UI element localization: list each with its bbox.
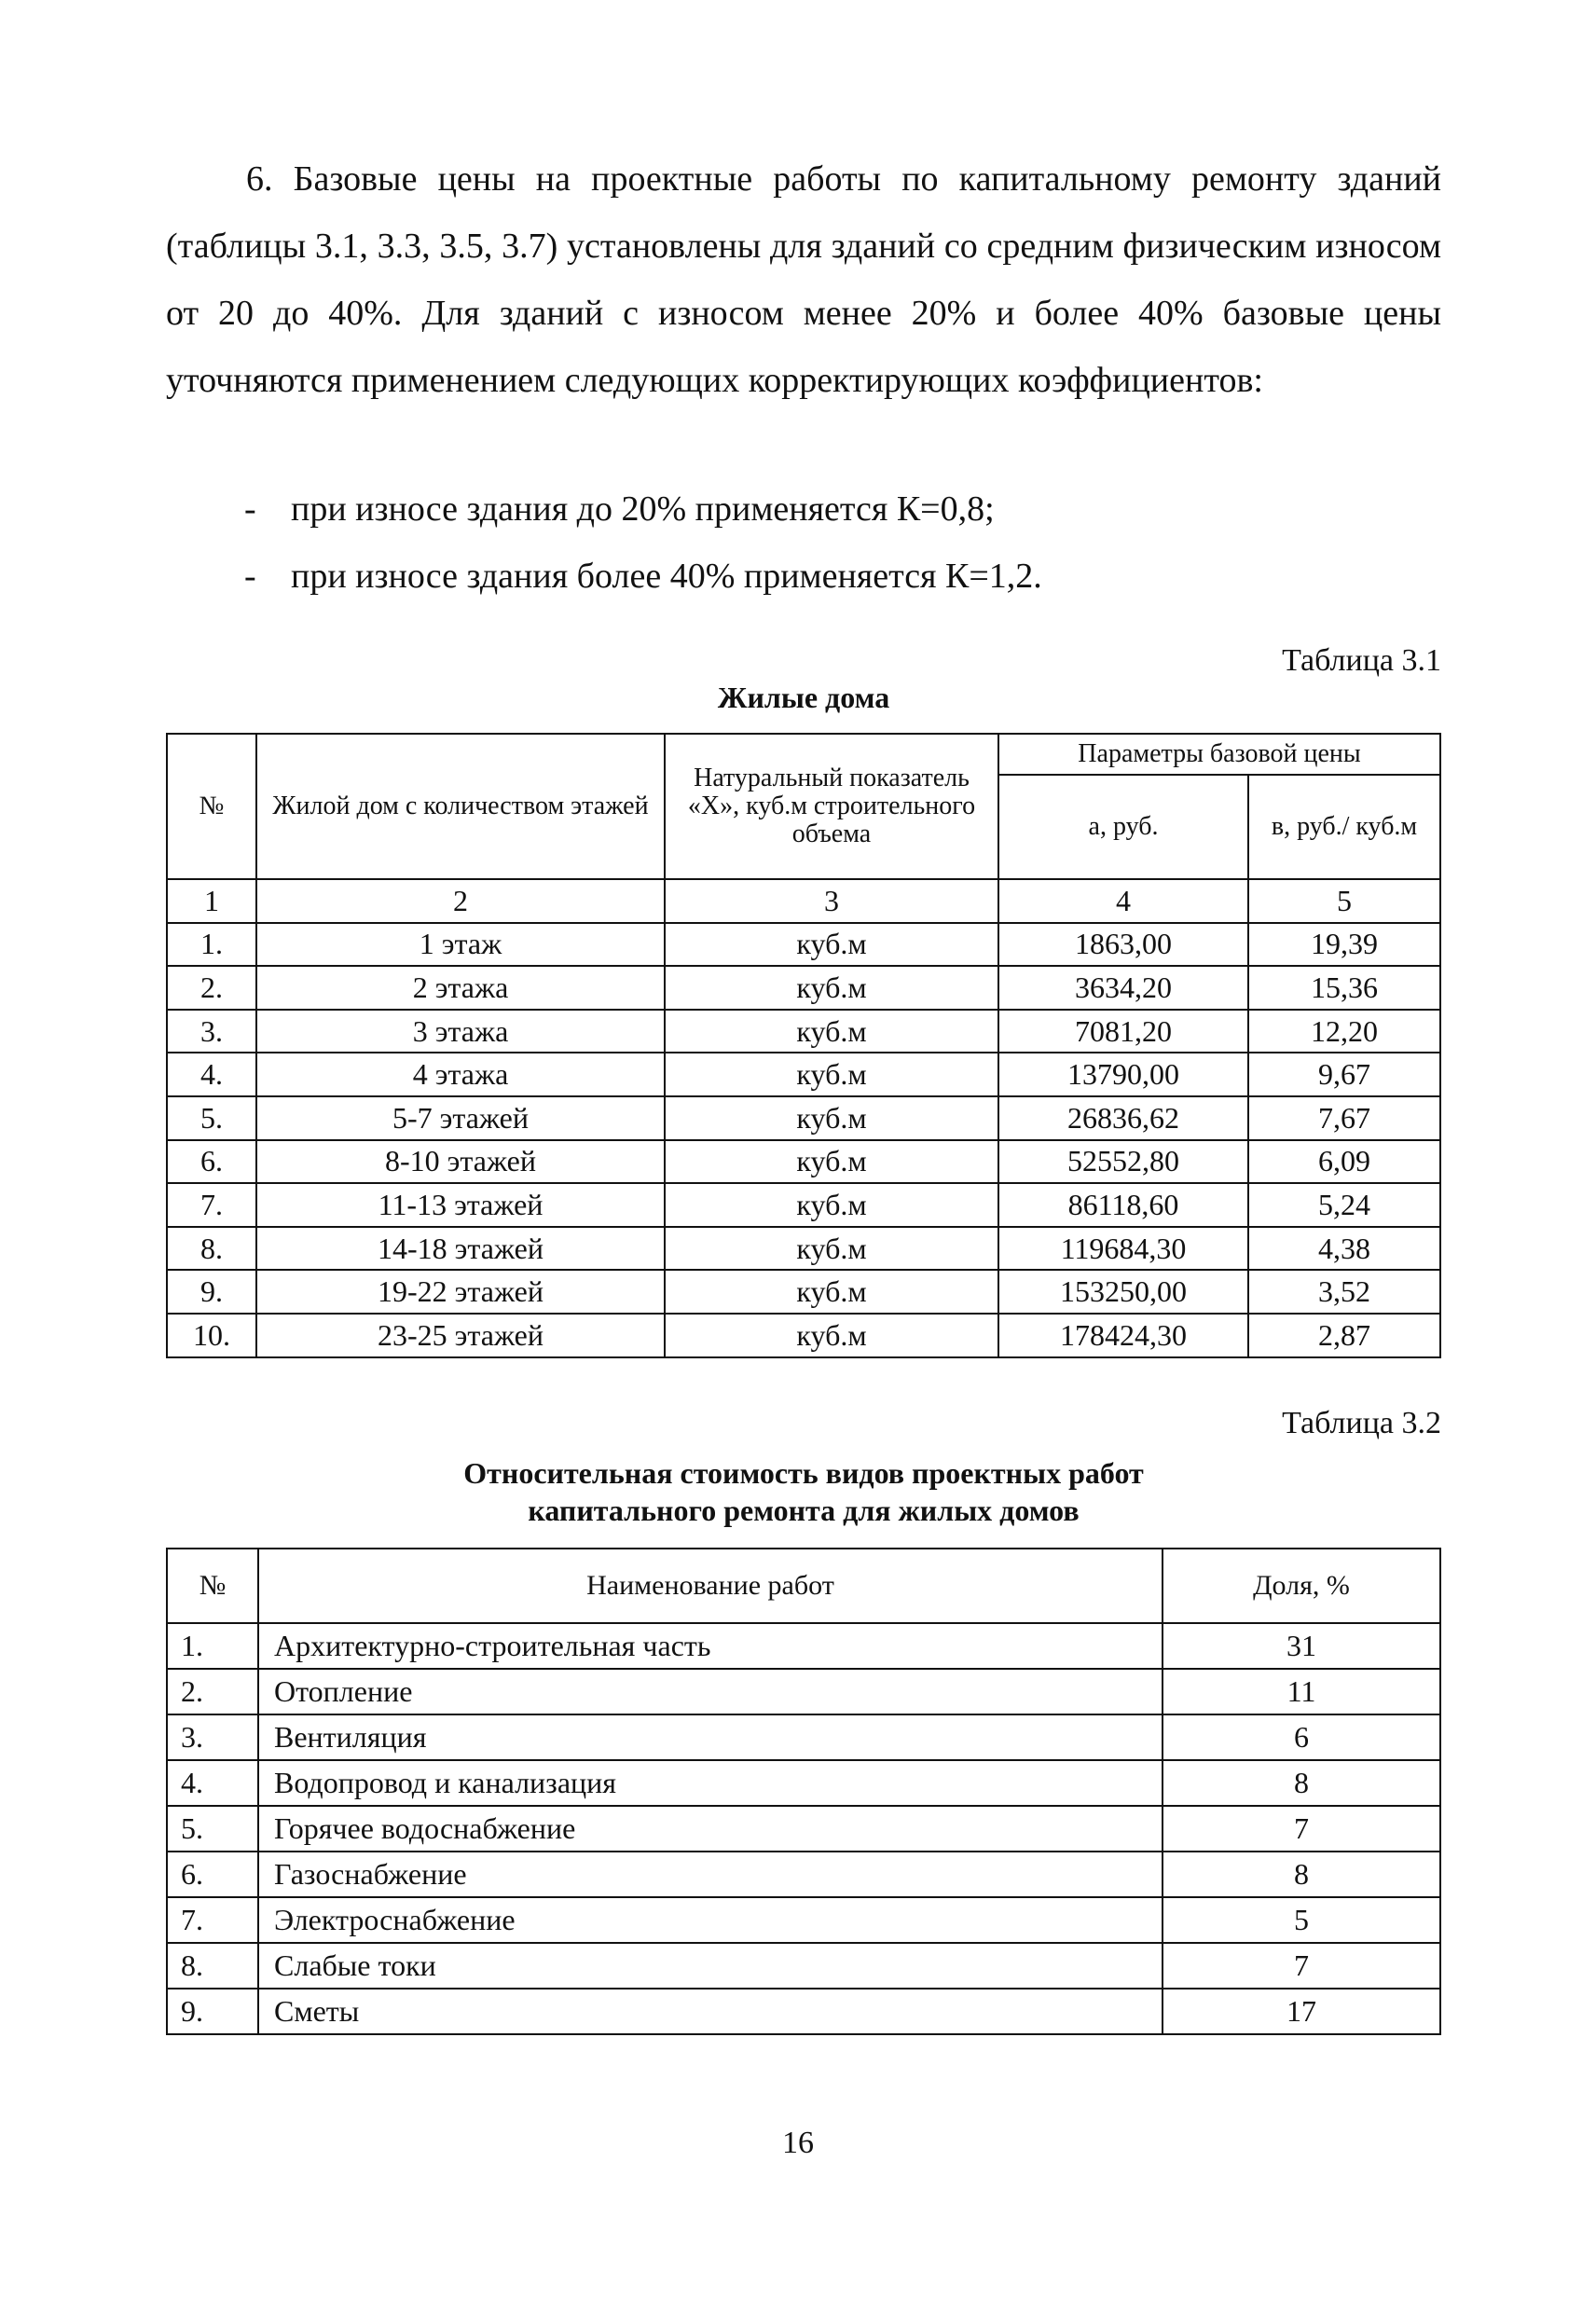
table2-title-line1: Относительная стоимость видов проектных работ: [463, 1456, 1144, 1490]
row-number: 10.: [167, 1314, 256, 1357]
row-unit: куб.м: [665, 923, 998, 967]
row-price-a: 119684,30: [998, 1227, 1248, 1271]
row-work-name: Электроснабжение: [258, 1897, 1163, 1943]
row-unit: куб.м: [665, 1183, 998, 1227]
row-unit: куб.м: [665, 1270, 998, 1314]
column-number-row: [167, 879, 1440, 923]
row-unit: куб.м: [665, 966, 998, 1010]
row-price-b: 3,52: [1248, 1270, 1440, 1314]
table-row: [167, 1183, 1440, 1227]
row-share: 5: [1163, 1897, 1440, 1943]
row-floors: 2 этажа: [256, 966, 665, 1010]
row-unit: куб.м: [665, 1314, 998, 1357]
table-row: [167, 1227, 1440, 1271]
table-row: [167, 1852, 1440, 1897]
header-share: Доля, %: [1163, 1549, 1440, 1623]
header-indicator: Натуральный показатель «Х», куб.м строительного объема: [665, 734, 998, 879]
table-row: [167, 1270, 1440, 1314]
row-number: 1.: [167, 923, 256, 967]
row-number: 9.: [167, 1270, 256, 1314]
row-number: 3.: [167, 1010, 256, 1053]
table-row: [167, 1096, 1440, 1140]
row-number: 4.: [167, 1760, 258, 1806]
table-row: [167, 1010, 1440, 1053]
row-work-name: Газоснабжение: [258, 1852, 1163, 1897]
row-number: 4.: [167, 1053, 256, 1096]
row-floors: 23-25 этажей: [256, 1314, 665, 1357]
row-work-name: Архитектурно-строительная часть: [258, 1623, 1163, 1669]
row-number: 8.: [167, 1943, 258, 1989]
row-price-a: 7081,20: [998, 1010, 1248, 1053]
row-price-a: 13790,00: [998, 1053, 1248, 1096]
row-share: 8: [1163, 1760, 1440, 1806]
row-number: 2.: [167, 1669, 258, 1714]
row-unit: куб.м: [665, 1053, 998, 1096]
table-row: [167, 1714, 1440, 1760]
row-price-a: 178424,30: [998, 1314, 1248, 1357]
coefficient-item: - при износе здания более 40% применяется К=1,2.: [244, 543, 1042, 610]
table-row: [167, 1989, 1440, 2034]
row-share: 17: [1163, 1989, 1440, 2034]
row-unit: куб.м: [665, 1227, 998, 1271]
row-price-b: 12,20: [1248, 1010, 1440, 1053]
row-work-name: Слабые токи: [258, 1943, 1163, 1989]
header-params: Параметры базовой цены: [998, 734, 1440, 775]
row-price-a: 52552,80: [998, 1140, 1248, 1184]
table-row: [167, 1314, 1440, 1357]
work-shares-table: [166, 1548, 1441, 2035]
row-price-b: 5,24: [1248, 1183, 1440, 1227]
table1-title: Жилые дома: [717, 681, 890, 714]
row-floors: 4 этажа: [256, 1053, 665, 1096]
row-share: 8: [1163, 1852, 1440, 1897]
page-number: 16: [782, 2126, 814, 2160]
residential-prices-table: [166, 733, 1441, 1358]
row-price-a: 1863,00: [998, 923, 1248, 967]
table-row: [167, 1943, 1440, 1989]
row-work-name: Водопровод и канализация: [258, 1760, 1163, 1806]
header-a: а, руб.: [998, 775, 1248, 879]
coefficient-item: - при износе здания до 20% применяется К=0,8;: [244, 475, 1042, 543]
table-row: [167, 1806, 1440, 1852]
table1-label: Таблица 3.1: [1282, 643, 1441, 678]
table-row: [167, 1897, 1440, 1943]
row-floors: 5-7 этажей: [256, 1096, 665, 1140]
col-number: 4: [998, 879, 1248, 923]
row-price-a: 153250,00: [998, 1270, 1248, 1314]
row-floors: 14-18 этажей: [256, 1227, 665, 1271]
table-row: [167, 966, 1440, 1010]
row-work-name: Сметы: [258, 1989, 1163, 2034]
row-unit: куб.м: [665, 1140, 998, 1184]
row-price-a: 86118,60: [998, 1183, 1248, 1227]
table-row: [167, 1760, 1440, 1806]
table-row: [167, 1669, 1440, 1714]
row-unit: куб.м: [665, 1096, 998, 1140]
row-price-b: 6,09: [1248, 1140, 1440, 1184]
row-work-name: Отопление: [258, 1669, 1163, 1714]
table-row: [167, 923, 1440, 967]
row-share: 31: [1163, 1623, 1440, 1669]
row-number: 8.: [167, 1227, 256, 1271]
row-number: 7.: [167, 1897, 258, 1943]
row-price-b: 7,67: [1248, 1096, 1440, 1140]
row-number: 2.: [167, 966, 256, 1010]
table-row: [167, 1140, 1440, 1184]
header-b: в, руб./ куб.м: [1248, 775, 1440, 879]
row-price-b: 4,38: [1248, 1227, 1440, 1271]
table-row: [167, 1623, 1440, 1669]
table2-title-line2: капитального ремонта для жилых домов: [528, 1494, 1080, 1527]
header-house: Жилой дом с количеством этажей: [256, 734, 665, 879]
table2-label: Таблица 3.2: [1282, 1406, 1441, 1440]
col-number: 5: [1248, 879, 1440, 923]
row-floors: 1 этаж: [256, 923, 665, 967]
row-number: 1.: [167, 1623, 258, 1669]
col-number: 2: [256, 879, 665, 923]
row-floors: 11-13 этажей: [256, 1183, 665, 1227]
row-price-a: 26836,62: [998, 1096, 1248, 1140]
row-number: 6.: [167, 1852, 258, 1897]
row-floors: 8-10 этажей: [256, 1140, 665, 1184]
row-number: 5.: [167, 1806, 258, 1852]
header-name: Наименование работ: [258, 1549, 1163, 1623]
col-number: 3: [665, 879, 998, 923]
row-price-b: 19,39: [1248, 923, 1440, 967]
row-price-b: 15,36: [1248, 966, 1440, 1010]
row-share: 7: [1163, 1806, 1440, 1852]
row-number: 7.: [167, 1183, 256, 1227]
header-num: №: [167, 1549, 258, 1623]
row-number: 9.: [167, 1989, 258, 2034]
row-work-name: Вентиляция: [258, 1714, 1163, 1760]
row-number: 5.: [167, 1096, 256, 1140]
row-share: 11: [1163, 1669, 1440, 1714]
table-row: [167, 1053, 1440, 1096]
header-num: №: [167, 734, 256, 879]
row-price-a: 3634,20: [998, 966, 1248, 1010]
row-work-name: Горячее водоснабжение: [258, 1806, 1163, 1852]
row-share: 7: [1163, 1943, 1440, 1989]
coefficient-list: [244, 475, 1042, 610]
row-floors: 19-22 этажей: [256, 1270, 665, 1314]
row-number: 6.: [167, 1140, 256, 1184]
intro-paragraph: 6. Базовые цены на проектные работы по капитальному ремонту зданий (таблицы 3.1, 3.3, 3.5, 3.7) установлены для зданий со средним физическим износом от 20 до 40%. Для зданий с износом менее 20% и более 40% базовые цены уточняются применением следующих корректирующих коэффициентов:: [166, 159, 1441, 400]
row-price-b: 9,67: [1248, 1053, 1440, 1096]
col-number: 1: [167, 879, 256, 923]
row-price-b: 2,87: [1248, 1314, 1440, 1357]
row-floors: 3 этажа: [256, 1010, 665, 1053]
row-unit: куб.м: [665, 1010, 998, 1053]
row-number: 3.: [167, 1714, 258, 1760]
row-share: 6: [1163, 1714, 1440, 1760]
